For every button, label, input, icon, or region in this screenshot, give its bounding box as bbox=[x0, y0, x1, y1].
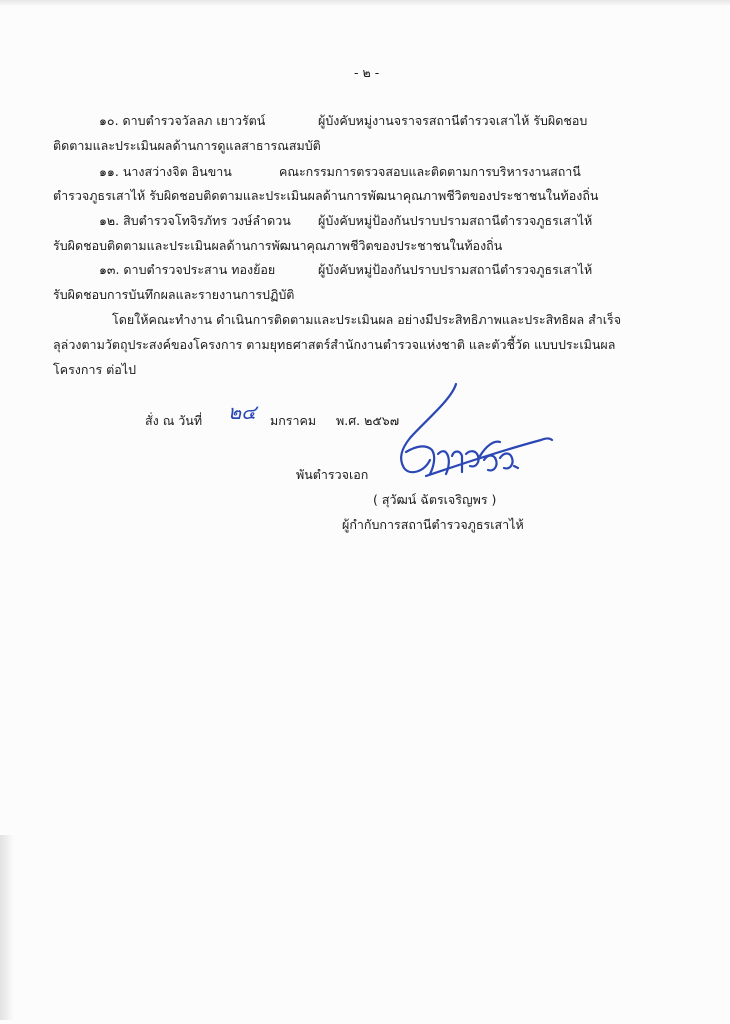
item-10-role: ผู้บังคับหมู่งานจราจรสถานีตำรวจเสาไห้ รับผิดชอบ bbox=[318, 113, 588, 128]
item-12-role: ผู้บังคับหมู่ป้องกันปราบปรามสถานีตำรวจภูธรเสาไห้ bbox=[318, 213, 593, 228]
closing-line-1: โดยให้คณะทำงาน ดำเนินการติดตามและประเมินผล อย่างมีประสิทธิภาพและประสิทธิผล สำเร็จ bbox=[112, 312, 622, 327]
item-12-name: ๑๒. สิบตำรวจโทจิรภัทร วงษ์ลำดวน bbox=[99, 213, 291, 228]
item-12-duty: รับผิดชอบติดตามและประเมินผลด้านการพัฒนาคุณภาพชีวิตของประชาชนในท้องถิ่น bbox=[53, 238, 503, 253]
item-13-duty: รับผิดชอบการบันทึกผลและรายงานการปฏิบัติ bbox=[53, 287, 295, 302]
scan-top-edge bbox=[0, 0, 730, 6]
item-13-name: ๑๓. ดาบตำรวจประสาน ทองย้อย bbox=[99, 262, 276, 277]
signer-name: ( สุวัฒน์ ฉัตรเจริญพร ) bbox=[373, 492, 497, 507]
closing-line-2: ลุล่วงตามวัตถุประสงค์ของโครงการ ตามยุทธศาสตร์สำนักงานตำรวจแห่งชาติ และตัวชี้วัด แบบประเมินผล bbox=[53, 337, 616, 352]
order-date-prefix: สั่ง ณ วันที่ bbox=[145, 413, 203, 428]
page-number: - ๒ - bbox=[354, 65, 380, 80]
item-11-duty: ตำรวจภูธรเสาไห้ รับผิดชอบติดตามและประเมินผลด้านการพัฒนาคุณภาพชีวิตของประชาชนในท้องถิ่น bbox=[53, 188, 599, 203]
order-date-day: ๒๔ bbox=[228, 400, 257, 424]
handwritten-signature-image bbox=[396, 380, 556, 485]
signer-rank: พันตำรวจเอก bbox=[296, 467, 369, 482]
signer-position: ผู้กำกับการสถานีตำรวจภูธรเสาไห้ bbox=[342, 517, 524, 532]
order-date-month: มกราคม bbox=[270, 413, 317, 428]
item-10-duty: ติดตามและประเมินผลด้านการดูแลสาธารณสมบัติ bbox=[53, 138, 321, 153]
item-11-name: ๑๑. นางสว่างจิต อินขาน bbox=[99, 164, 232, 179]
item-13-role: ผู้บังคับหมู่ป้องกันปราบปรามสถานีตำรวจภูธรเสาไห้ bbox=[318, 262, 593, 277]
item-11-role: คณะกรรมการตรวจสอบและติดตามการบริหารงานสถานี bbox=[279, 164, 581, 179]
closing-line-3: โครงการ ต่อไป bbox=[53, 362, 137, 377]
scan-left-smudge bbox=[0, 835, 14, 1020]
order-date-year: พ.ศ. ๒๕๖๗ bbox=[336, 413, 400, 428]
item-10-name: ๑๐. ดาบตำรวจวัลลภ เยาวรัตน์ bbox=[99, 113, 266, 128]
